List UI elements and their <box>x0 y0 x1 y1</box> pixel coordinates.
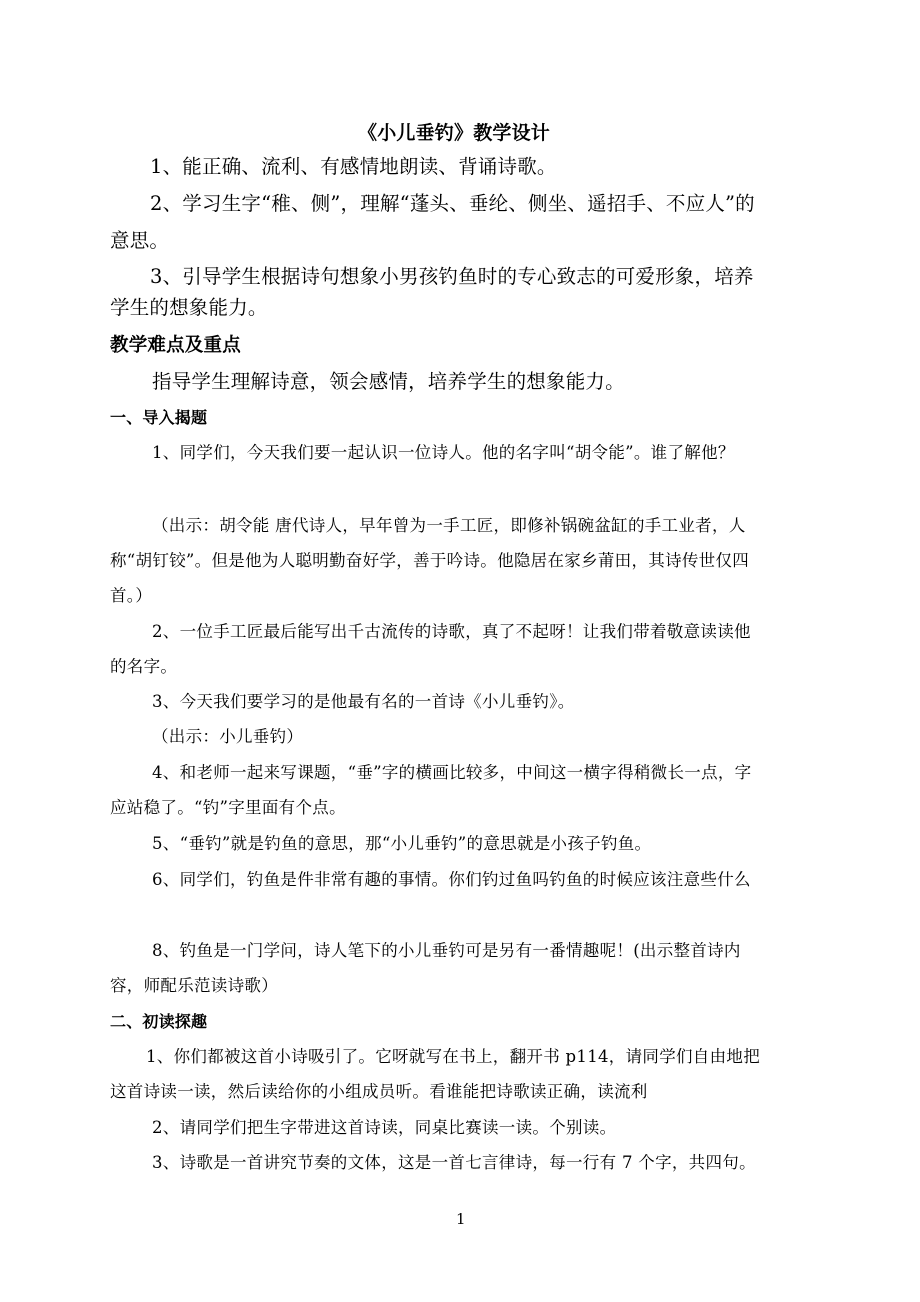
section-1-line-13: 8、钓鱼是一门学问，诗人笔下的小儿垂钓可是另有一番情趣呢！(出示整首诗内 <box>152 941 741 960</box>
section-1-line-1: 1、同学们，今天我们要一起认识一位诗人。他的名字叫“胡令能”。谁了解他？ <box>152 443 735 462</box>
section-1-line-3: 称“胡钉铰”。但是他为人聪明勤奋好学，善于吟诗。他隐居在家乡莆田，其诗传世仅四 <box>110 551 750 570</box>
section-1-line-2: （出示：胡令能 唐代诗人，早年曾为一手工匠，即修补锅碗盆缸的手工业者，人 <box>152 516 746 535</box>
objective-2-cont: 意思。 <box>110 229 170 252</box>
section-1-heading: 一、导入揭题 <box>110 408 208 427</box>
section-1-line-5: 2、一位手工匠最后能写出千古流传的诗歌，真了不起呀！让我们带着敬意读读他 <box>152 622 751 641</box>
section-2-line-4: 3、诗歌是一首讲究节奏的文体，这是一首七言律诗，每一行有 7 个字，共四句。 <box>152 1153 756 1172</box>
section-1-line-4: 首。） <box>110 586 153 605</box>
section-1-line-8: （出示：小儿垂钓） <box>152 727 304 746</box>
section-1-line-14: 容，师配乐范读诗歌） <box>110 976 278 995</box>
key-points-text: 指导学生理解诗意，领会感情，培养学生的想象能力。 <box>152 370 625 393</box>
objective-2: 2、学习生字“稚、侧”，理解“蓬头、垂纶、侧坐、遥招手、不应人”的 <box>150 192 755 215</box>
section-1-line-6: 的名字。 <box>110 657 178 676</box>
section-1-line-9: 4、和老师一起来写课题，“垂”字的横画比较多，中间这一横字得稍微长一点，字 <box>152 763 752 782</box>
key-points-heading: 教学难点及重点 <box>110 335 241 356</box>
section-2-heading: 二、初读探趣 <box>110 1012 208 1031</box>
section-2-line-2: 这首诗读一读，然后读给你的小组成员听。看谁能把诗歌读正确，读流利 <box>110 1082 648 1101</box>
objective-3-cont: 学生的想象能力。 <box>110 296 268 319</box>
section-2-line-3: 2、请同学们把生字带进这首诗读，同桌比赛读一读。个别读。 <box>152 1118 617 1137</box>
objective-1: 1、能正确、流利、有感情地朗读、背诵诗歌。 <box>150 155 557 178</box>
section-1-line-11: 5、“垂钓”就是钓鱼的意思，那“小儿垂钓”的意思就是小孩子钓鱼。 <box>152 834 652 853</box>
page-number: 1 <box>456 1210 466 1228</box>
section-1-line-10: 应站稳了。“钓”字里面有个点。 <box>110 798 346 817</box>
section-1-line-12: 6、同学们，钓鱼是件非常有趣的事情。你们钓过鱼吗钓鱼的时候应该注意些什么 <box>152 870 751 889</box>
objective-3: 3、引导学生根据诗句想象小男孩钓鱼时的专心致志的可爱形象，培养 <box>150 265 754 288</box>
section-1-line-7: 3、今天我们要学习的是他最有名的一首诗《小儿垂钓》。 <box>152 692 575 711</box>
document-title: 《小儿垂钓》教学设计 <box>358 122 551 144</box>
section-2-line-1: 1、你们都被这首小诗吸引了。它呀就写在书上，翻开书 p114，请同学们自由地把 <box>146 1047 760 1066</box>
